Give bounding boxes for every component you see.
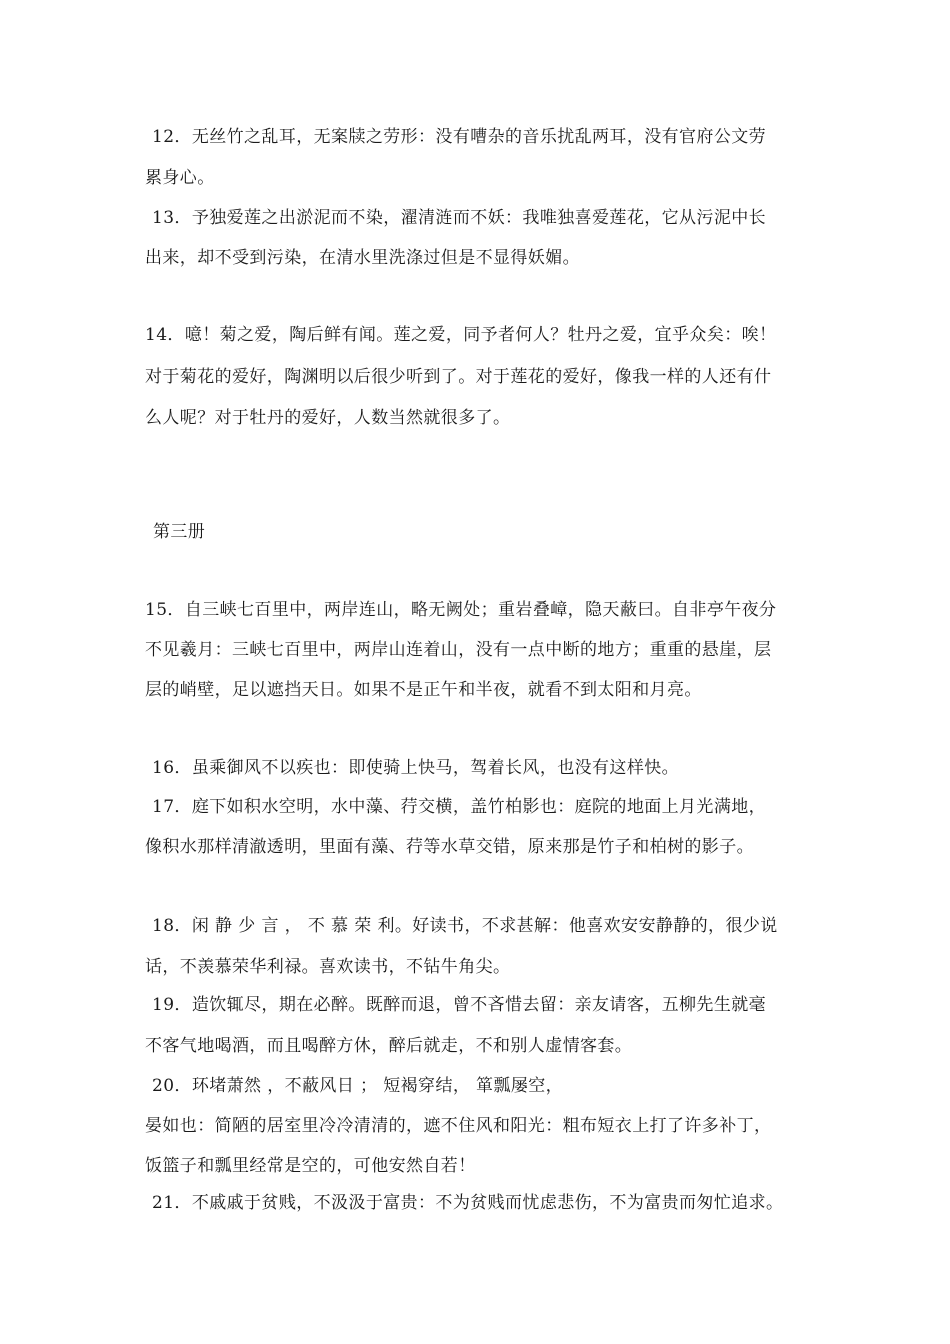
item-20-line-3: 饭篮子和瓢里经常是空的，可他安然自若！ <box>145 1156 476 1176</box>
item-21-line-1: 21．不戚戚于贫贱，不汲汲于富贵：不为贫贱而忧虑悲伤，不为富贵而匆忙追求。 <box>152 1193 784 1213</box>
item-19-line-2: 不客气地喝酒，而且喝醉方休，醉后就走，不和别人虚情客套。 <box>145 1036 633 1056</box>
item-18-line-2: 话，不羡慕荣华利禄。喜欢读书，不钻牛角尖。 <box>145 957 511 977</box>
item-15-line-1: 15．自三峡七百里中，两岸连山，略无阙处；重岩叠嶂，隐天蔽曰。自非亭午夜分 <box>145 600 777 620</box>
item-13-line-2: 出来，却不受到污染，在清水里洗涤过但是不显得妖媚。 <box>145 248 580 268</box>
item-14-line-1: 14．噫！菊之爱，陶后鲜有闻。莲之爱，同予者何人？牡丹之爱，宜乎众矣：唉！ <box>145 325 777 345</box>
item-14-line-2: 对于菊花的爱好，陶渊明以后很少听到了。对于莲花的爱好，像我一样的人还有什 <box>145 367 772 387</box>
item-20-line-2: 晏如也：简陋的居室里冷冷清清的，遮不住风和阳光：粗布短衣上打了许多补丁， <box>145 1116 772 1136</box>
item-16-line-1: 16．虽乘御风不以疾也：即使骑上快马，驾着长风，也没有这样快。 <box>152 758 680 778</box>
item-20-line-1: 20．环堵萧然 ，不蔽风日 ； 短褐穿结， 箪瓢屡空， <box>152 1076 564 1096</box>
item-12-line-1: 12．无丝竹之乱耳，无案牍之劳形：没有嘈杂的音乐扰乱两耳，没有官府公文劳 <box>152 127 767 147</box>
item-15-line-2: 不见羲月：三峡七百里中，两岸山连着山，没有一点中断的地方；重重的悬崖，层 <box>145 640 772 660</box>
item-19-line-1: 19．造饮辄尽，期在必醉。既醉而退，曾不吝惜去留：亲友请客，五柳先生就毫 <box>152 995 767 1015</box>
item-18-line-1: 18．闲 静 少 言 ， 不 慕 荣 利。好读书，不求甚解：他喜欢安安静静的，很少说 <box>152 916 778 936</box>
item-14-line-3: 么人呢？对于牡丹的爱好，人数当然就很多了。 <box>145 408 511 428</box>
item-13-line-1: 13．予独爱莲之出淤泥而不染，濯清涟而不妖：我唯独喜爱莲花，它从污泥中长 <box>152 208 767 228</box>
item-12-line-2: 累身心。 <box>145 168 215 188</box>
item-15-line-3: 层的峭壁，足以遮挡天日。如果不是正午和半夜，就看不到太阳和月亮。 <box>145 680 702 700</box>
item-17-line-2: 像积水那样清澈透明，里面有藻、荇等水草交错，原来那是竹子和柏树的影子。 <box>145 837 754 857</box>
section-heading: 第三册 <box>153 522 206 542</box>
item-17-line-1: 17．庭下如积水空明，水中藻、荇交横，盖竹柏影也：庭院的地面上月光满地， <box>152 797 767 817</box>
